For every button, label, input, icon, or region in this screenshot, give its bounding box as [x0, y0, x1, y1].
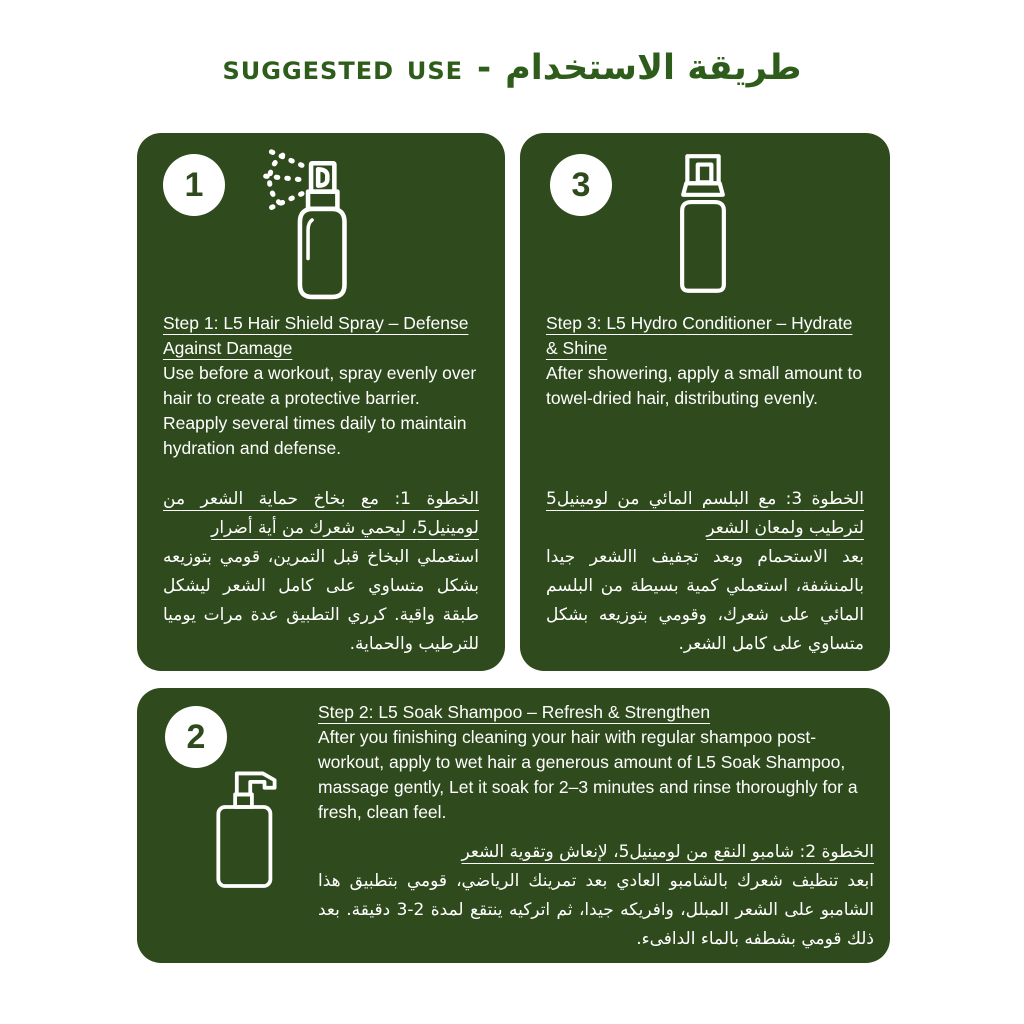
step-1-arabic-text [163, 485, 479, 659]
step-number-badge: 3 [550, 154, 612, 216]
page-title [0, 48, 1024, 88]
step-3-body-ar: بعد الاستحمام وبعد تجفيف االشعر جيدا بالمنشفة، استعملي كمية بسيطة من البلسم المائي على شعرك، وقومي بتوزيعه بشكل متساوي على كامل الشعر. [546, 547, 864, 654]
page-title-english: suggested use [222, 48, 464, 88]
step-3-arabic-text [546, 485, 864, 659]
step-1-english-text [163, 311, 479, 461]
step-2-card [137, 688, 890, 963]
step-1-body-ar: استعملي البخاخ قبل التمرين، قومي بتوزيعه بشكل متساوي على كامل الشعر ليشكل طبقة واقية. كرري التطبيق عدة مرات يوميا للترطيب والحماية. [163, 547, 479, 654]
spray-bottle-icon [249, 141, 361, 303]
step-2-body-ar: ابعد تنظيف شعرك بالشامبو العادي بعد تمرينك الرياضي، قومي بتطبيق هذا الشامبو على الشعر المبلل، وافريكه جيدا، ثم اتركيه ينتقع لمدة 2-3 دقيقة. بعد ذلك قومي بشطفه بالماء الدافىء. [318, 871, 874, 949]
step-1-heading-ar: الخطوة 1: مع بخاخ حماية الشعر من لومينيل5، ليحمي شعرك من أية أضرار [163, 489, 479, 538]
step-2-arabic-text [318, 838, 874, 954]
step-3-english-text [546, 311, 864, 411]
conditioner-bottle-icon [670, 151, 736, 297]
step-2-heading-ar: الخطوة 2: شامبو النقع من لومينيل5، لإنعاش وتقوية الشعر [461, 842, 874, 862]
step-1-heading-en: Step 1: L5 Hair Shield Spray – Defense Against Damage [163, 313, 469, 358]
step-2-heading-en: Step 2: L5 Soak Shampoo – Refresh & Strengthen [318, 702, 711, 722]
step-3-heading-ar: الخطوة 3: مع البلسم المائي من لومينيل5 لترطيب ولمعان الشعر [546, 489, 864, 538]
page-title-arabic: طريقة الاستخدام [505, 48, 802, 88]
pump-bottle-icon [199, 744, 283, 902]
step-number-badge: 1 [163, 154, 225, 216]
step-2-body-en: After you finishing cleaning your hair with regular shampoo post-workout, apply to wet hair a generous amount of L5 Soak Shampoo, massage gently, Let it soak for 2–3 minutes and rinse thoroughly for a fresh, clean feel. [318, 727, 858, 822]
step-1-card [137, 133, 505, 671]
step-3-card [520, 133, 890, 671]
title-separator: - [477, 48, 492, 88]
step-1-body-en: Use before a workout, spray evenly over hair to create a protective barrier. Reapply several times daily to maintain hydration and defense. [163, 363, 477, 458]
step-2-english-text [318, 700, 874, 825]
step-3-heading-en: Step 3: L5 Hydro Conditioner – Hydrate & Shine [546, 313, 853, 358]
step-3-body-en: After showering, apply a small amount to towel-dried hair, distributing evenly. [546, 363, 863, 408]
step-number-badge: 2 [165, 706, 227, 768]
